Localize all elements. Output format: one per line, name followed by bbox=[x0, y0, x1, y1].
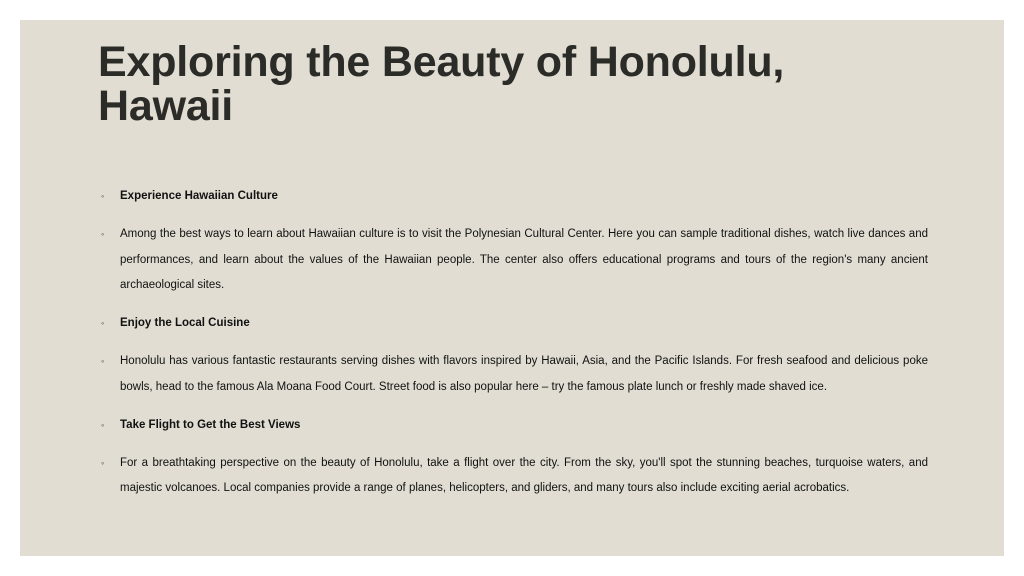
bullet-paragraph-flight bbox=[100, 451, 928, 502]
bullet-paragraph-culture bbox=[100, 222, 928, 299]
bullet-paragraph-cuisine bbox=[100, 349, 928, 400]
bullet-marker-icon: ◦ bbox=[101, 191, 105, 201]
bullet-marker-icon: ◦ bbox=[101, 457, 105, 468]
bullet-text: Experience Hawaiian Culture bbox=[120, 190, 278, 202]
slide-title: Exploring the Beauty of Honolulu, Hawaii bbox=[98, 38, 785, 130]
bullet-heading-cuisine bbox=[100, 311, 928, 337]
bullet-heading-flight bbox=[100, 413, 928, 439]
bullet-marker-icon: ◦ bbox=[101, 318, 105, 328]
bullet-marker-icon: ◦ bbox=[101, 419, 105, 430]
bullet-text: Among the best ways to learn about Hawaiian culture is to visit the Polynesian Cultural Center. Here you can sample traditional dishes, watch live dances and performances, and learn about the values of the Hawaiian people. The center also offers educational programs and tours of the region's many ancient archaeological sites. bbox=[120, 228, 928, 291]
slide bbox=[20, 20, 1004, 556]
bullet-marker-icon: ◦ bbox=[101, 356, 105, 366]
bullet-heading-culture bbox=[100, 184, 928, 210]
bullet-list bbox=[100, 184, 928, 502]
bullet-text: Enjoy the Local Cuisine bbox=[120, 317, 250, 329]
bullet-marker-icon: ◦ bbox=[101, 229, 105, 239]
bullet-text: Honolulu has various fantastic restaurants serving dishes with flavors inspired by Hawaii, Asia, and the Pacific Islands. For fresh seafood and delicious poke bowls, head to the famous Ala Moana Food Court. Street food is also popular here – try the famous plate lunch or freshly made shaved ice. bbox=[120, 355, 928, 393]
bullet-text: Take Flight to Get the Best Views bbox=[120, 418, 301, 431]
bullet-text: For a breathtaking perspective on the beauty of Honolulu, take a flight over the city. From the sky, you'll spot the stunning beaches, turquoise waters, and majestic volcanoes. Local companies provide a range of planes, helicopters, and gliders, and many tours also include exciting aerial acrobatics. bbox=[120, 456, 928, 494]
